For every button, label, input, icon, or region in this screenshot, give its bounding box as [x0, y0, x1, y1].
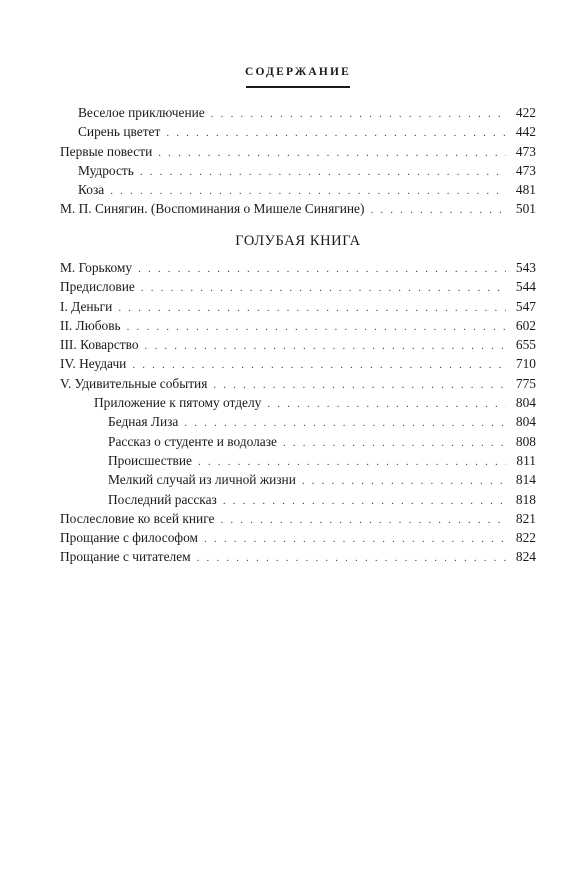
dot-leader	[223, 492, 506, 511]
dot-leader	[220, 511, 506, 530]
dot-leader	[158, 144, 506, 163]
toc-entry	[60, 335, 536, 354]
toc-entry-title: Последний рассказ	[108, 491, 217, 507]
toc-entry-page: 422	[515, 105, 536, 120]
toc-entry-page: 501	[515, 201, 536, 217]
dot-leader	[283, 434, 506, 453]
toc-entry	[60, 528, 536, 547]
dot-leader	[302, 472, 506, 491]
toc-entry	[60, 470, 536, 489]
toc-entry-title: Приложение к пятому отделу	[94, 395, 262, 411]
toc-entry-page: 473	[515, 143, 536, 159]
toc-entry-title: II. Любовь	[60, 317, 121, 333]
toc-entry-title: Предисловие	[60, 279, 135, 295]
toc-entry-title: М. П. Синягин. (Воспоминания о Мишеле Синягине)	[60, 201, 365, 217]
toc-entry	[60, 316, 536, 335]
dot-leader	[166, 124, 506, 143]
toc-entry-page: 775	[515, 375, 536, 391]
toc-list-top	[60, 103, 536, 219]
toc-entry-page: 804	[515, 414, 536, 430]
toc-entry-page: 814	[515, 472, 536, 488]
toc-entry	[60, 490, 536, 509]
toc-entry	[60, 354, 536, 373]
toc-entry-title: Веселое приключение	[78, 105, 205, 120]
dot-leader	[370, 201, 506, 220]
toc-entry-page: 710	[515, 356, 536, 372]
dot-leader	[138, 260, 506, 279]
toc-entry-title: Сирень цветет	[78, 124, 161, 140]
dot-leader	[127, 318, 506, 337]
title-rule	[246, 86, 350, 88]
toc-entry	[60, 103, 536, 122]
toc-entry	[60, 142, 536, 161]
toc-entry-page: 824	[515, 549, 536, 565]
toc-entry	[60, 412, 536, 431]
toc-entry-page: 818	[515, 491, 536, 507]
dot-leader	[141, 279, 506, 298]
toc-entry-title: Бедная Лиза	[108, 414, 179, 430]
toc-entry	[60, 277, 536, 296]
dot-leader	[197, 549, 506, 568]
dot-leader	[145, 337, 506, 356]
toc-entry	[60, 122, 536, 141]
toc-entry-title: Послесловие ко всей книге	[60, 510, 215, 526]
running-title: СОДЕРЖАНИЕ	[244, 66, 352, 78]
toc-entry-page: 804	[515, 395, 536, 411]
toc-entry-title: Мелкий случай из личной жизни	[108, 472, 296, 488]
toc-entry-page: 481	[515, 182, 536, 198]
toc-entry	[60, 451, 536, 470]
toc-entry	[60, 393, 536, 412]
toc-entry-page: 602	[515, 317, 536, 333]
toc-entry-page: 442	[515, 124, 536, 140]
toc-entry-page: 547	[515, 298, 536, 314]
toc-entry	[60, 180, 536, 199]
toc-entry-title: М. Горькому	[60, 260, 133, 275]
toc-entry	[60, 432, 536, 451]
toc-list-bottom	[60, 258, 536, 567]
toc-entry-page: 808	[515, 433, 536, 449]
toc-entry-title: Происшествие	[108, 452, 192, 468]
toc-entry-title: IV. Неудачи	[60, 356, 127, 372]
toc-entry-title: V. Удивительные события	[60, 375, 208, 391]
toc-entry	[60, 547, 536, 566]
toc-entry-title: Рассказ о студенте и водолазе	[108, 433, 277, 449]
toc-entry-page: 655	[515, 337, 536, 353]
toc-entry	[60, 199, 536, 218]
toc-entry-page: 821	[515, 510, 536, 526]
toc-entry	[60, 258, 536, 277]
toc-entry-title: Прощание с читателем	[60, 549, 191, 565]
toc-entry	[60, 297, 536, 316]
toc-entry-title: III. Коварство	[60, 337, 139, 353]
section-title: ГОЛУБАЯ КНИГА	[235, 233, 361, 249]
toc-entry-title: Первые повести	[60, 143, 153, 159]
toc-entry-title: Мудрость	[78, 162, 134, 178]
toc-entry-page: 822	[515, 530, 536, 546]
toc-entry-title: Прощание с философом	[60, 530, 199, 546]
dot-leader	[140, 163, 506, 182]
toc-entry	[60, 374, 536, 393]
toc-entry-page: 811	[516, 452, 536, 468]
dot-leader	[204, 530, 506, 549]
toc-entry-page: 543	[515, 260, 536, 275]
dot-leader	[267, 395, 506, 414]
dot-leader	[211, 105, 506, 124]
dot-leader	[118, 299, 506, 318]
toc-entry-title: I. Деньги	[60, 298, 113, 314]
toc-entry-page: 473	[515, 162, 536, 178]
toc-entry	[60, 161, 536, 180]
toc-entry-page: 544	[515, 279, 536, 295]
toc-entry-title: Коза	[78, 182, 105, 198]
toc-entry	[60, 509, 536, 528]
book-page	[60, 0, 536, 893]
